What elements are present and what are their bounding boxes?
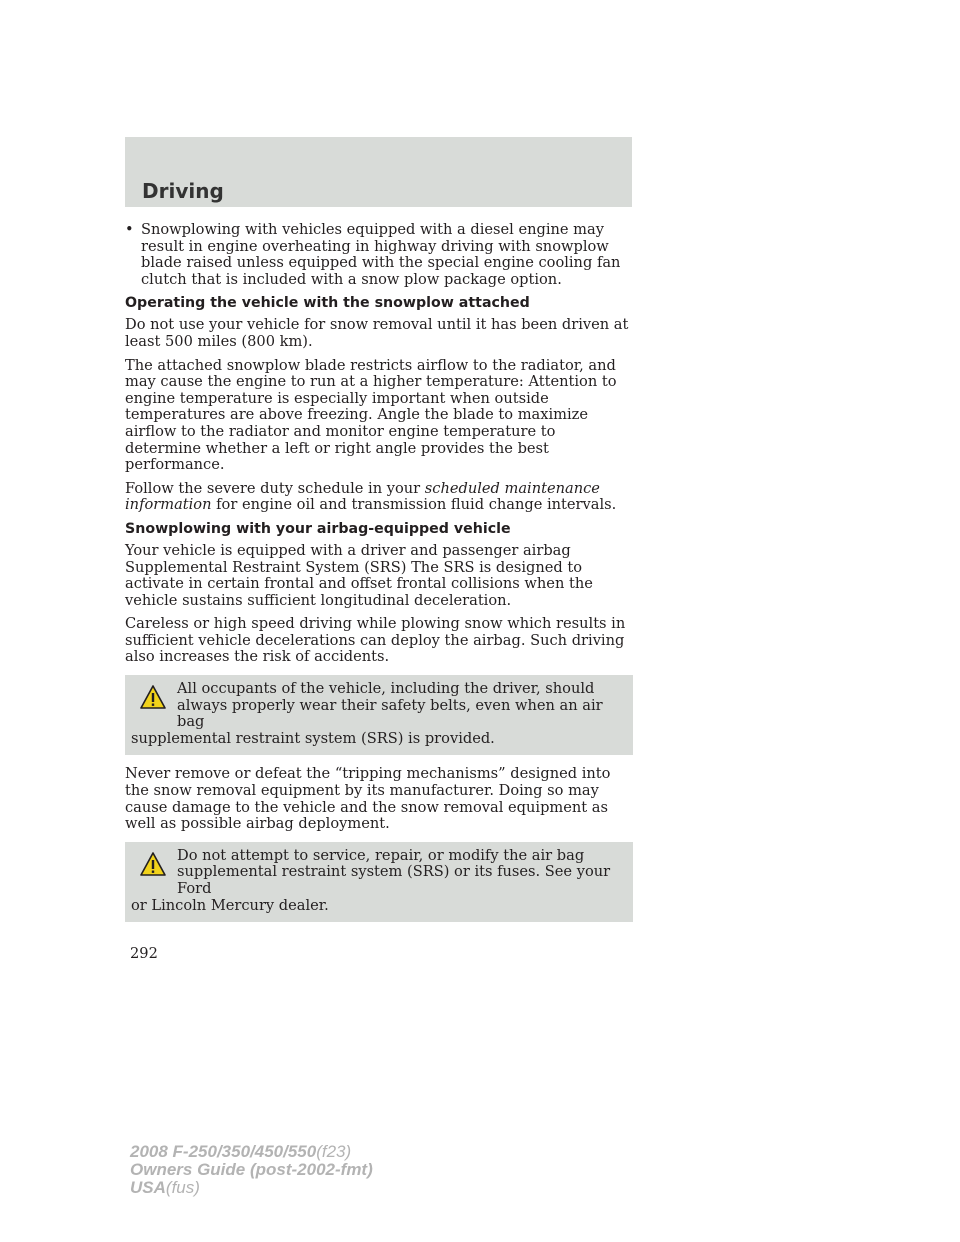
warning-text: supplemental restraint system (SRS) is provided.	[131, 729, 495, 747]
paragraph: Your vehicle is equipped with a driver and passenger airbag Supplemental Restraint System (SRS) The SRS is designed to activate in certain frontal and offset frontal collisions when the vehicle sustains sufficient longitudinal deceleration.	[125, 541, 593, 609]
paragraph: Never remove or defeat the “tripping mechanisms” designed into the snow removal equipment by its manufacturer. Doing so may cause damage to the vehicle and the snow removal equipment as well as possible airbag deployment.	[125, 765, 611, 833]
footer-line: Owners Guide (post-2002-fmt)	[130, 1160, 373, 1179]
page-number: 292	[130, 945, 158, 962]
page-content	[125, 222, 633, 933]
warning-text: Do not attempt to service, repair, or modify the air bag supplemental restraint system (SRS) or its fuses. See your Ford	[177, 846, 611, 897]
paragraph: The attached snowplow blade restricts airflow to the radiator, and may cause the engine to run at a higher temperature: Attention to engine temperature is especially important when outside temperatures are above freezing. Angle the blade to maximize airflow to the radiator and monitor engine temperature to determine whether a left or right angle provides the best performance.	[125, 356, 617, 474]
text: Follow the severe duty schedule in your	[125, 479, 425, 497]
section-title: Driving	[142, 179, 224, 203]
warning-box	[125, 675, 633, 755]
heading-operating-snowplow: Operating the vehicle with the snowplow attached	[125, 295, 530, 312]
paragraph	[125, 481, 633, 514]
footer-market: USA	[130, 1178, 166, 1197]
footer-line	[130, 1179, 373, 1197]
warning-triangle-icon	[139, 851, 167, 877]
text: for engine oil and transmission fluid change intervals.	[211, 496, 617, 514]
footer-code: (f23)	[316, 1142, 352, 1161]
bullet-text: Snowplowing with vehicles equipped with a diesel engine may result in engine overheating in highway driving with snowplow blade raised unless equipped with the special engine cooling fan clutch that is included with a snow plow package option.	[141, 221, 621, 288]
warning-text: or Lincoln Mercury dealer.	[131, 896, 329, 914]
warning-box	[125, 842, 633, 922]
bullet-glyph: •	[125, 221, 134, 238]
warning-triangle-icon	[139, 684, 167, 710]
manual-reference: scheduled maintenance information	[125, 479, 600, 514]
heading-airbag-snowplowing: Snowplowing with your airbag-equipped vehicle	[125, 520, 511, 537]
document-footer	[130, 1143, 373, 1197]
footer-market-code: (fus)	[165, 1178, 200, 1197]
footer-model: 2008 F-250/350/450/550	[130, 1142, 317, 1161]
warning-text: All occupants of the vehicle, including the driver, should always properly wear their safety belts, even when an air bag	[177, 680, 603, 731]
list-item	[125, 222, 633, 288]
footer-line	[130, 1143, 373, 1161]
section-header-band	[125, 137, 632, 207]
paragraph: Careless or high speed driving while plowing snow which results in sufficient vehicle decelerations can deploy the airbag. Such driving also increases the risk of accidents.	[125, 615, 626, 666]
paragraph: Do not use your vehicle for snow removal until it has been driven at least 500 miles (800 km).	[125, 316, 629, 350]
